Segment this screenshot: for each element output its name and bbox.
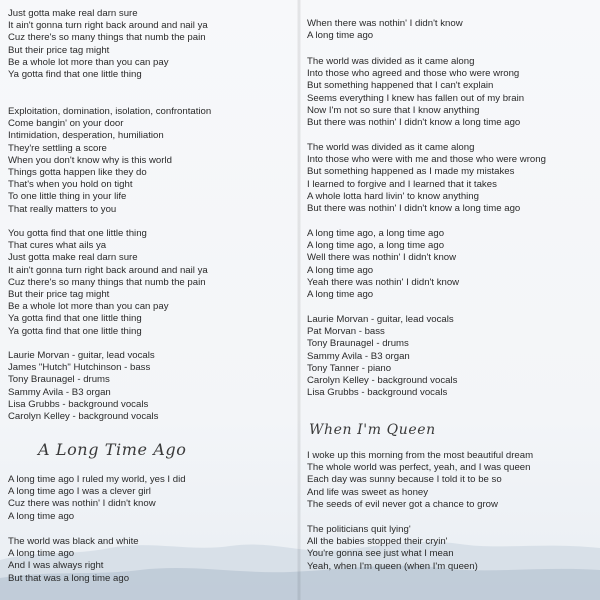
right-page (300, 0, 600, 600)
lyric-line: Exploitation, domination, isolation, confrontation (8, 106, 212, 117)
lyric-line: But something happened as I made my mistakes (307, 166, 515, 178)
lyric-line: You're gonna see just what I mean (307, 548, 454, 560)
credit-line: Pat Morvan - bass (307, 326, 385, 338)
credit-line: James "Hutch" Hutchinson - bass (8, 362, 151, 374)
lyric-line: But their price tag might (8, 289, 110, 301)
lyric-line: Be a whole lot more than you can pay (8, 56, 169, 68)
lyric-line: Ya gotta find that one little thing (8, 313, 142, 325)
credit-line: Lisa Grubbs - background vocals (8, 398, 149, 410)
lyric-line: The world was divided as it came along (307, 56, 475, 67)
lyric-line: You gotta find that one little thing (8, 228, 147, 239)
lyric-line: To one little thing in your life (8, 191, 127, 203)
lyric-line: That really matters to you (8, 203, 117, 215)
verse (8, 474, 186, 523)
verse (307, 228, 459, 301)
lyric-line: A long time ago (8, 510, 75, 522)
lyric-line: A long time ago, a long time ago (307, 240, 445, 252)
left-page (0, 0, 298, 600)
lyric-line: Cuz there's so many things that numb the pain (8, 276, 206, 288)
lyric-line: Yeah there was nothin' I didn't know (307, 276, 460, 288)
verse (307, 18, 463, 42)
lyric-line: Intimidation, desperation, humiliation (8, 130, 164, 142)
lyric-line: A long time ago, a long time ago (307, 228, 445, 239)
lyric-line: A long time ago (8, 548, 75, 560)
lyric-line: And life was sweet as honey (307, 486, 429, 498)
lyric-line: But something happened that I can't explain (307, 80, 494, 92)
verse (8, 106, 211, 216)
lyric-line: Now I'm not so sure that I know anything (307, 104, 480, 116)
lyric-line: And I was always right (8, 560, 104, 572)
credit-line: Tony Braunagel - drums (8, 374, 110, 386)
lyric-line: But there was nothin' I didn't know a long time ago (307, 117, 521, 129)
credit-line: Laurie Morvan - guitar, lead vocals (307, 314, 454, 325)
lyric-line: The politicians quit lying' (307, 524, 411, 535)
lyric-line: But there was nothin' I didn't know a long time ago (307, 203, 521, 215)
lyric-line: Just gotta make real darn sure (8, 8, 138, 19)
credits (8, 350, 158, 423)
credit-line: Tony Tanner - piano (307, 362, 392, 374)
lyric-line: Into those who were with me and those who were wrong (307, 154, 546, 166)
lyric-line: Ya gotta find that one little thing (8, 69, 142, 81)
lyric-line: That's when you hold on tight (8, 179, 133, 191)
lyric-line: Things gotta happen like they do (8, 167, 147, 179)
credit-line: Sammy Avila - B3 organ (8, 386, 111, 398)
lyric-line: A long time ago I was a clever girl (8, 486, 151, 498)
lyric-line: The world was black and white (8, 536, 139, 547)
lyric-line: A long time ago (307, 30, 374, 42)
verse (8, 8, 208, 81)
credit-line: Sammy Avila - B3 organ (307, 350, 410, 362)
verse (307, 142, 546, 215)
song-title: When I'm Queen (309, 422, 436, 438)
lyric-line: It ain't gonna turn right back around and nail ya (8, 264, 208, 276)
lyric-line: Come bangin' on your door (8, 118, 124, 130)
credit-line: Lisa Grubbs - background vocals (307, 387, 448, 399)
lyric-line: The world was divided as it came along (307, 142, 475, 153)
lyric-line: The seeds of evil never got a chance to grow (307, 498, 498, 510)
lyric-line: Ya gotta find that one little thing (8, 325, 142, 337)
lyric-line: I learned to forgive and I learned that it takes (307, 178, 497, 190)
lyric-line: Seems everything I knew has fallen out of my brain (307, 92, 525, 104)
lyric-line: They're settling a score (8, 142, 107, 154)
verse (8, 536, 139, 585)
credit-line: Carolyn Kelley - background vocals (8, 411, 159, 423)
credit-line: Laurie Morvan - guitar, lead vocals (8, 350, 155, 361)
lyric-line: A long time ago (307, 264, 374, 276)
lyric-line: A long time ago I ruled my world, yes I did (8, 474, 186, 485)
lyric-line: All the babies stopped their cryin' (307, 536, 448, 548)
lyric-line: Each day was sunny because I told it to be so (307, 474, 502, 486)
credit-line: Tony Braunagel - drums (307, 338, 409, 350)
lyric-line: Well there was nothin' I didn't know (307, 252, 457, 264)
credit-line: Carolyn Kelley - background vocals (307, 375, 458, 387)
verse (307, 524, 478, 573)
lyric-line: But their price tag might (8, 44, 110, 56)
song-title: A Long Time Ago (38, 440, 187, 459)
lyric-line: Cuz there's so many things that numb the pain (8, 32, 206, 44)
verse (8, 228, 208, 338)
lyric-line: I woke up this morning from the most beautiful dream (307, 450, 534, 461)
lyric-line: It ain't gonna turn right back around and nail ya (8, 20, 208, 32)
lyric-line: Just gotta make real darn sure (8, 252, 138, 264)
credits (307, 314, 457, 399)
lyric-line: But that was a long time ago (8, 572, 130, 584)
verse (307, 56, 524, 129)
lyric-line: Cuz there was nothin' I didn't know (8, 498, 156, 510)
lyric-line: A whole lotta hard livin' to know anything (307, 190, 479, 202)
lyric-line: When you don't know why is this world (8, 154, 172, 166)
lyric-line: A long time ago (307, 289, 374, 301)
lyric-line: That cures what ails ya (8, 240, 107, 252)
lyric-line: The whole world was perfect, yeah, and I was queen (307, 462, 531, 474)
lyric-line: When there was nothin' I didn't know (307, 18, 463, 29)
lyric-line: Yeah, when I'm queen (when I'm queen) (307, 560, 478, 572)
verse (307, 450, 533, 511)
lyric-line: Be a whole lot more than you can pay (8, 301, 169, 313)
lyric-line: Into those who agreed and those who were wrong (307, 68, 520, 80)
